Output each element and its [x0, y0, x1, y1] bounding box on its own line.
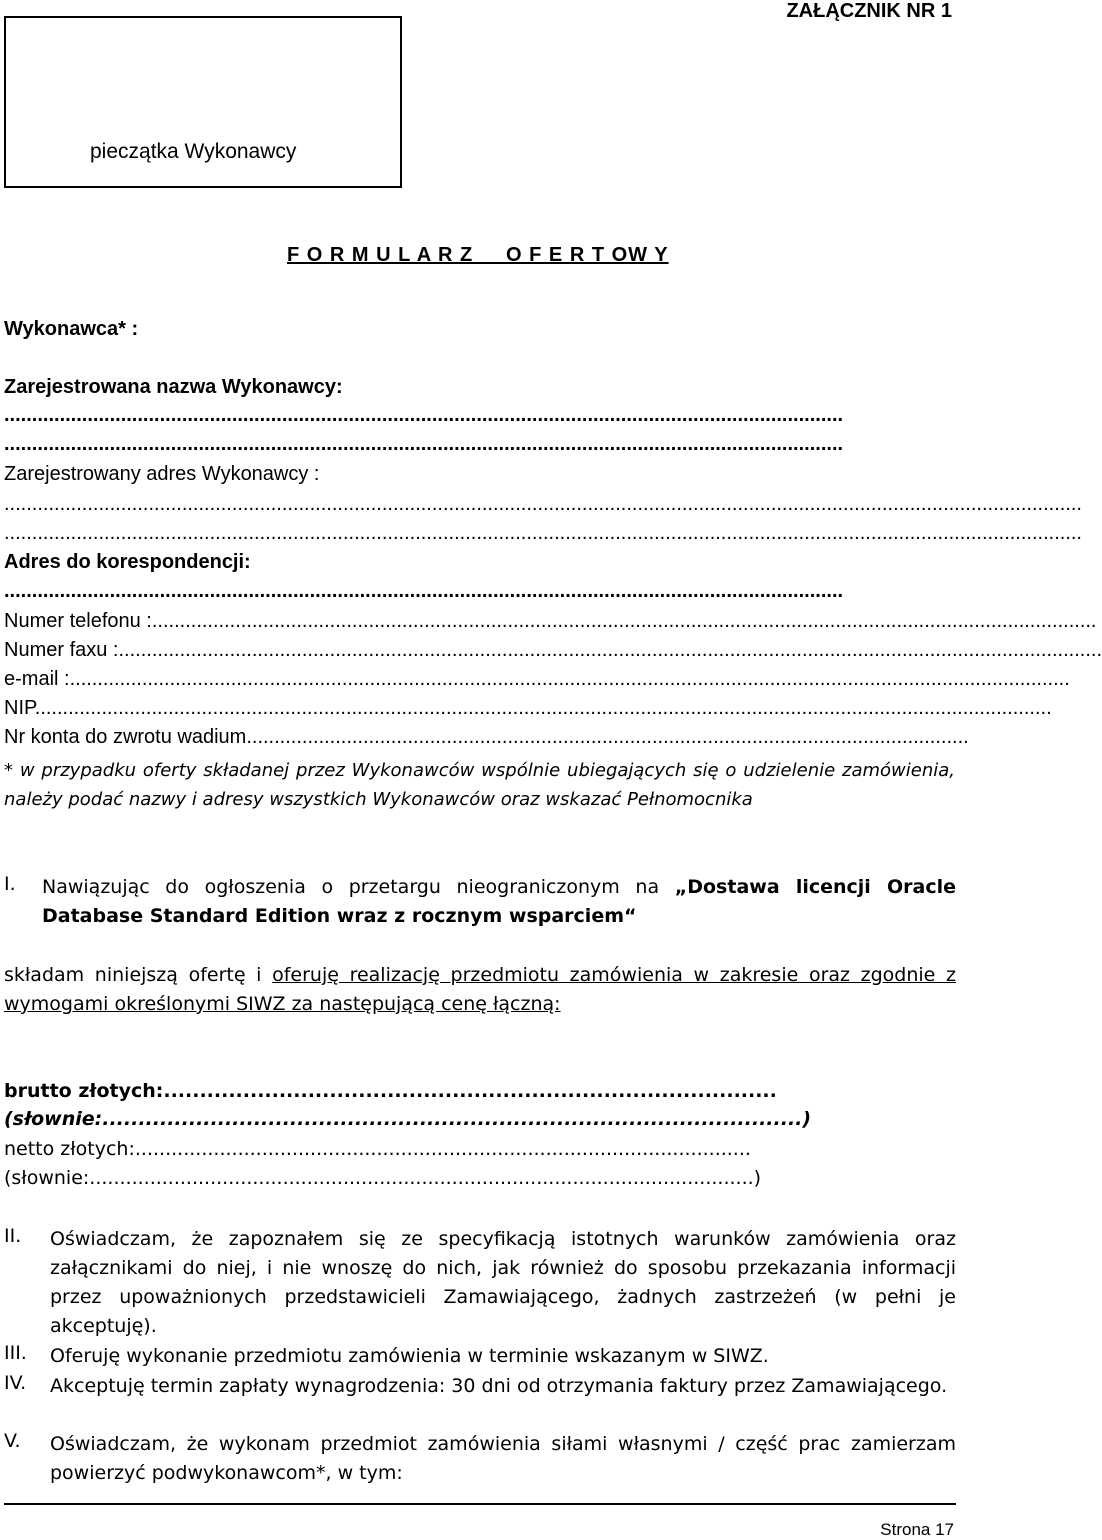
registered-name-label: Zarejestrowana nazwa Wykonawcy:	[4, 376, 343, 398]
email-label: e-mail :	[4, 668, 70, 690]
fax-label: Numer faxu :	[4, 639, 119, 661]
phone-label: Numer telefonu :	[4, 610, 152, 632]
declaration-number: V.	[4, 1430, 21, 1452]
footnote: * w przypadku oferty składanej przez Wykonawców wspólnie ubiegających się o udzielenie zamówienia, należy podać nazwy i adresy wszystkich Wykonawców oraz wskazać Pełnomocnika	[4, 760, 955, 810]
section-1-number: I.	[4, 873, 16, 895]
bank-label: Nr konta do zwrotu wadium	[4, 726, 247, 748]
dotted-line: .......................................................................................................................................................	[4, 404, 844, 426]
page-number: Strona 17	[880, 1520, 954, 1539]
nip-field: NIP.......................................................................................................................................................................................	[4, 697, 1052, 719]
dotted-line: .......................................................................................................................................................	[4, 433, 844, 455]
email-field: e-mail :....................................................................................................................................................................................	[4, 668, 1070, 690]
dotted-line: ..................................................................................................................................................................................................	[4, 522, 1082, 544]
net-words-label: (słownie:	[4, 1167, 90, 1189]
section-1-intro	[42, 873, 956, 931]
declaration-number: III.	[4, 1342, 27, 1364]
declaration-text: Oświadczam, że wykonam przedmiot zamówienia siłami własnymi / część prac zamierzam powierzyć podwykonawcom*, w tym:	[50, 1433, 956, 1484]
declaration-text: Oferuję wykonanie przedmiotu zamówienia w terminie wskazanym w SIWZ.	[50, 1345, 769, 1367]
footer-divider	[4, 1503, 956, 1505]
nip-label: NIP	[4, 697, 35, 719]
net-words-field: (słownie:..............................................................................................................)	[4, 1167, 762, 1189]
gross-words-field: (słownie:.................................................................................................)	[4, 1108, 812, 1130]
net-label: netto złotych:	[4, 1138, 135, 1160]
fax-field: Numer faxu :.................................................................................................................................................................................	[4, 639, 1102, 661]
gross-price-field: brutto złotych:.....................................................................................	[4, 1080, 777, 1102]
declaration-number: II.	[4, 1225, 22, 1247]
stamp-label: pieczątka Wykonawcy	[90, 140, 297, 163]
phone-field: Numer telefonu :..........................................................................................................................................................................	[4, 610, 1097, 632]
registered-address-label: Zarejestrowany adres Wykonawcy :	[4, 463, 320, 485]
contractor-heading: Wykonawca* :	[4, 318, 139, 340]
offer-statement-plain: składam niniejszą ofertę i	[4, 964, 262, 986]
declaration-text: Oświadczam, że zapoznałem się ze specyfikacją istotnych warunków zamówienia oraz załącznikami do niej, i nie wnoszę do nich, jak również do sposobu przekazania informacji przez upoważnionych przedstawicieli Zamawiającego, żadnych zastrzeżeń (w pełni je akceptuję).	[50, 1228, 956, 1337]
dotted-line: ..................................................................................................................................................................................................	[4, 493, 1082, 515]
declaration-number: IV.	[4, 1372, 27, 1394]
annex-title: ZAŁĄCZNIK NR 1	[786, 0, 952, 22]
declaration-text: Akceptuję termin zapłaty wynagrodzenia: 30 dni od otrzymania faktury przez Zamawiającego.	[50, 1375, 948, 1397]
gross-words-label: (słownie:	[4, 1108, 103, 1130]
dotted-line: .......................................................................................................................................................	[4, 580, 844, 602]
section-1-intro-text: Nawiązując do ogłoszenia o przetargu nieograniczonym na	[42, 876, 660, 898]
tender-subject: „Dostawa licencji Oracle Database Standard Edition wraz z rocznym wsparciem“	[42, 876, 957, 927]
form-title: F O R M U L A R Z O F E R T OW Y	[287, 244, 669, 266]
offer-statement	[4, 961, 956, 1019]
offer-statement-underlined: oferuję realizację przedmiotu zamówienia w zakresie oraz zgodnie z wymogami określonymi SIWZ za następującą cenę łączną:	[4, 964, 956, 1015]
correspondence-label: Adres do korespondencji:	[4, 551, 251, 573]
bank-account-field: Nr konta do zwrotu wadium..................................................................................................................................	[4, 726, 969, 748]
gross-label: brutto złotych:	[4, 1080, 164, 1102]
net-price-field: netto złotych:......................................................................................................	[4, 1138, 751, 1160]
